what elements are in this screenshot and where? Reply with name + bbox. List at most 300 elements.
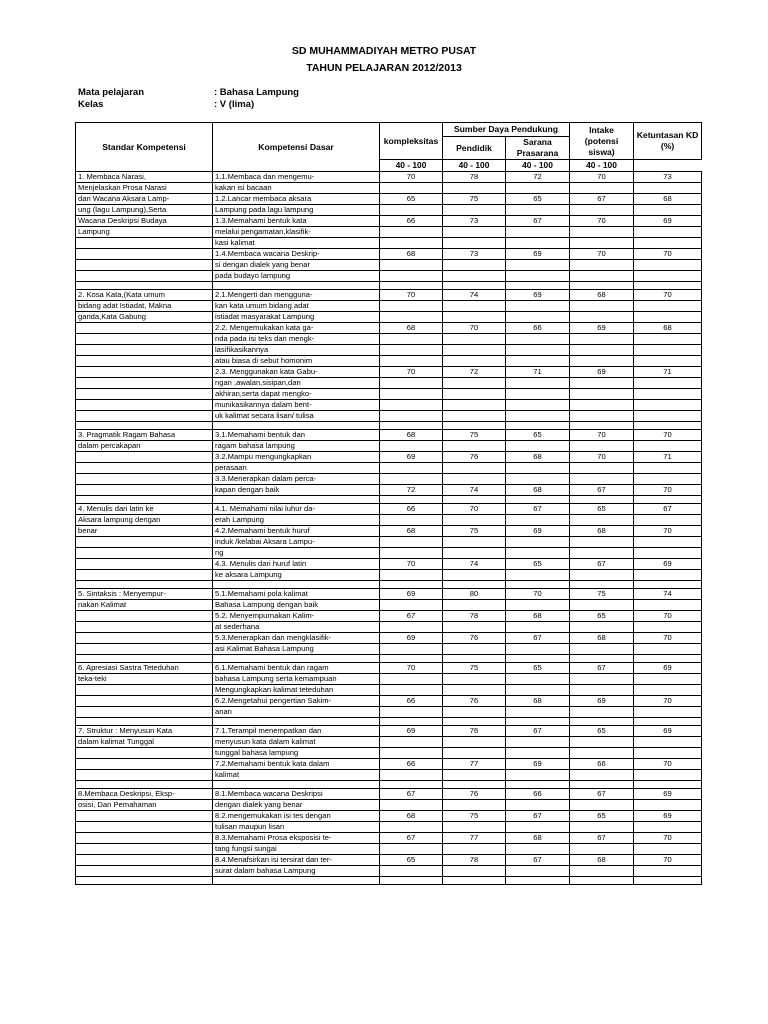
value-intake: 65: [570, 726, 634, 737]
kd-cell: 8.3.Memahami Prosa eksposisi te-: [213, 833, 380, 844]
table-row: [76, 685, 702, 696]
header-standar-kompetensi: Standar Kompetensi: [76, 123, 213, 172]
kd-cell: akhiran,serta dapat mengko-: [213, 389, 380, 400]
spacer-row: [76, 781, 702, 789]
value-pendidik: 73: [443, 216, 506, 227]
empty-cell: [506, 496, 570, 504]
value-ketuntasan: 70: [634, 696, 702, 707]
sk-cell: [76, 463, 213, 474]
value-sarana: [506, 183, 570, 194]
sk-cell: [76, 844, 213, 855]
value-intake: 68: [570, 290, 634, 301]
value-kompleksitas: 69: [380, 726, 443, 737]
value-intake: 69: [570, 323, 634, 334]
table-row: [76, 570, 702, 581]
empty-cell: [213, 422, 380, 430]
sk-cell: [76, 400, 213, 411]
kd-cell: perasaan: [213, 463, 380, 474]
value-pendidik: [443, 800, 506, 811]
value-ketuntasan: 69: [634, 811, 702, 822]
sk-cell: 2. Kosa Kata,(Kata umum: [76, 290, 213, 301]
sk-cell: [76, 238, 213, 249]
table-row: [76, 600, 702, 611]
subject-label: Mata pelajaran: [78, 87, 144, 98]
value-pendidik: [443, 844, 506, 855]
empty-cell: [76, 655, 213, 663]
value-kompleksitas: [380, 515, 443, 526]
value-kompleksitas: [380, 748, 443, 759]
value-intake: 65: [570, 811, 634, 822]
value-intake: [570, 800, 634, 811]
table-row: [76, 356, 702, 367]
value-ketuntasan: 70: [634, 833, 702, 844]
table-row: [76, 474, 702, 485]
value-intake: [570, 345, 634, 356]
value-ketuntasan: [634, 400, 702, 411]
kd-cell: 1.1.Membaca dan mengemu-: [213, 172, 380, 183]
value-pendidik: [443, 770, 506, 781]
kd-cell: melalui pengamatan,klasifik-: [213, 227, 380, 238]
kd-cell: ng: [213, 548, 380, 559]
value-kompleksitas: 70: [380, 559, 443, 570]
value-sarana: 68: [506, 833, 570, 844]
value-sarana: 67: [506, 216, 570, 227]
value-intake: 69: [570, 367, 634, 378]
value-sarana: [506, 260, 570, 271]
table-row: [76, 844, 702, 855]
value-pendidik: [443, 312, 506, 323]
value-kompleksitas: [380, 389, 443, 400]
value-sarana: 66: [506, 789, 570, 800]
value-kompleksitas: [380, 356, 443, 367]
table-row: [76, 526, 702, 537]
value-intake: 70: [570, 452, 634, 463]
table-row: [76, 216, 702, 227]
value-pendidik: [443, 866, 506, 877]
class-value: : V (lima): [214, 99, 255, 110]
value-sarana: [506, 301, 570, 312]
table-row: [76, 260, 702, 271]
table-row: [76, 663, 702, 674]
value-pendidik: [443, 260, 506, 271]
value-sarana: [506, 674, 570, 685]
value-sarana: [506, 822, 570, 833]
sk-cell: [76, 770, 213, 781]
value-intake: [570, 644, 634, 655]
empty-cell: [634, 282, 702, 290]
value-sarana: [506, 600, 570, 611]
value-kompleksitas: 70: [380, 290, 443, 301]
kd-cell: si dengan dialek yang benar: [213, 260, 380, 271]
value-kompleksitas: [380, 260, 443, 271]
empty-cell: [213, 781, 380, 789]
value-kompleksitas: 66: [380, 696, 443, 707]
class-label: Kelas: [78, 99, 104, 110]
kd-cell: tulisan maupun lisan: [213, 822, 380, 833]
value-intake: [570, 238, 634, 249]
value-intake: [570, 600, 634, 611]
empty-cell: [570, 581, 634, 589]
kd-cell: induk /kelabai Aksara Lampu-: [213, 537, 380, 548]
sk-cell: [76, 485, 213, 496]
empty-cell: [380, 655, 443, 663]
value-sarana: [506, 515, 570, 526]
table-row: [76, 800, 702, 811]
value-pendidik: [443, 205, 506, 216]
value-ketuntasan: [634, 644, 702, 655]
table-row: [76, 548, 702, 559]
sk-cell: [76, 389, 213, 400]
value-pendidik: [443, 345, 506, 356]
value-ketuntasan: 71: [634, 452, 702, 463]
table-row: [76, 345, 702, 356]
value-kompleksitas: [380, 570, 443, 581]
value-intake: [570, 674, 634, 685]
kd-cell: uk kalimat secara lisan/ tulisa: [213, 411, 380, 422]
sk-cell: [76, 611, 213, 622]
school-name: SD MUHAMMADIYAH METRO PUSAT: [291, 45, 477, 57]
value-intake: [570, 622, 634, 633]
value-pendidik: 72: [443, 367, 506, 378]
sk-cell: [76, 696, 213, 707]
value-pendidik: [443, 400, 506, 411]
sk-cell: Aksara lampung dengan: [76, 515, 213, 526]
value-sarana: 70: [506, 589, 570, 600]
value-ketuntasan: [634, 389, 702, 400]
table-row: [76, 205, 702, 216]
table-row: [76, 249, 702, 260]
value-sarana: [506, 474, 570, 485]
value-intake: [570, 474, 634, 485]
value-pendidik: [443, 356, 506, 367]
kd-cell: kakan isi bacaan: [213, 183, 380, 194]
value-sarana: 69: [506, 290, 570, 301]
value-sarana: [506, 205, 570, 216]
kd-cell: 7.2.Memahami bentuk kata dalam: [213, 759, 380, 770]
value-sarana: 65: [506, 559, 570, 570]
sk-cell: [76, 334, 213, 345]
sk-cell: [76, 644, 213, 655]
range-intake: 40 - 100: [570, 160, 634, 172]
kd-cell: kalimat: [213, 770, 380, 781]
sk-cell: [76, 249, 213, 260]
spacer-row: [76, 718, 702, 726]
kd-cell: 5.2. Menyempurnakan Kalim-: [213, 611, 380, 622]
sk-cell: [76, 548, 213, 559]
value-intake: [570, 400, 634, 411]
table-row: [76, 367, 702, 378]
value-sarana: [506, 238, 570, 249]
spacer-row: [76, 877, 702, 885]
value-kompleksitas: [380, 312, 443, 323]
value-pendidik: 78: [443, 611, 506, 622]
value-pendidik: 76: [443, 452, 506, 463]
value-sarana: [506, 345, 570, 356]
empty-cell: [380, 718, 443, 726]
range-kompleksitas: 40 - 100: [380, 160, 443, 172]
empty-cell: [570, 655, 634, 663]
empty-cell: [380, 581, 443, 589]
value-intake: 66: [570, 759, 634, 770]
value-ketuntasan: [634, 378, 702, 389]
value-intake: [570, 685, 634, 696]
value-pendidik: 75: [443, 194, 506, 205]
value-ketuntasan: [634, 622, 702, 633]
value-pendidik: [443, 441, 506, 452]
value-sarana: [506, 411, 570, 422]
table-row: [76, 452, 702, 463]
value-pendidik: [443, 271, 506, 282]
sk-cell: bidang adat Istiadat, Makna: [76, 301, 213, 312]
value-pendidik: 77: [443, 759, 506, 770]
value-ketuntasan: 69: [634, 726, 702, 737]
value-pendidik: 78: [443, 855, 506, 866]
sk-cell: [76, 759, 213, 770]
empty-cell: [76, 282, 213, 290]
value-ketuntasan: 70: [634, 611, 702, 622]
value-pendidik: [443, 822, 506, 833]
kd-cell: tang fungsi sungai: [213, 844, 380, 855]
value-kompleksitas: [380, 770, 443, 781]
sk-cell: 1. Membaca Narasi,: [76, 172, 213, 183]
table-row: [76, 855, 702, 866]
value-pendidik: [443, 227, 506, 238]
kd-cell: 1.4.Membaca wacana Deskrip-: [213, 249, 380, 260]
empty-cell: [76, 718, 213, 726]
value-kompleksitas: [380, 674, 443, 685]
sk-cell: [76, 855, 213, 866]
value-sarana: [506, 537, 570, 548]
value-ketuntasan: 70: [634, 430, 702, 441]
value-kompleksitas: 70: [380, 367, 443, 378]
value-kompleksitas: 68: [380, 526, 443, 537]
value-ketuntasan: [634, 737, 702, 748]
value-kompleksitas: [380, 378, 443, 389]
empty-cell: [506, 718, 570, 726]
value-intake: [570, 411, 634, 422]
value-pendidik: 70: [443, 504, 506, 515]
value-intake: 70: [570, 172, 634, 183]
value-ketuntasan: [634, 674, 702, 685]
value-kompleksitas: [380, 301, 443, 312]
empty-cell: [76, 877, 213, 885]
sk-cell: ganda,Kata Gabung: [76, 312, 213, 323]
value-ketuntasan: [634, 537, 702, 548]
empty-cell: [506, 655, 570, 663]
sk-cell: 8.Membaca Deskripsi, Eksp-: [76, 789, 213, 800]
empty-cell: [76, 581, 213, 589]
sk-cell: 4. Menulis dari latin ke: [76, 504, 213, 515]
value-intake: [570, 271, 634, 282]
value-kompleksitas: 67: [380, 611, 443, 622]
value-kompleksitas: 65: [380, 194, 443, 205]
value-pendidik: 75: [443, 526, 506, 537]
value-sarana: [506, 312, 570, 323]
value-sarana: [506, 770, 570, 781]
value-ketuntasan: 68: [634, 194, 702, 205]
kd-cell: 3.1.Memahami bentuk dan: [213, 430, 380, 441]
sk-cell: [76, 537, 213, 548]
kd-cell: Lampung pada lagu lampung: [213, 205, 380, 216]
table-body: [76, 172, 702, 885]
value-intake: [570, 748, 634, 759]
value-pendidik: 78: [443, 172, 506, 183]
value-sarana: 67: [506, 811, 570, 822]
value-sarana: [506, 570, 570, 581]
kd-cell: kan kata umum bidang adat: [213, 301, 380, 312]
empty-cell: [506, 877, 570, 885]
value-kompleksitas: [380, 537, 443, 548]
table-row: [76, 183, 702, 194]
table-row: [76, 822, 702, 833]
kd-cell: 7.1.Terampil menempatkan dan: [213, 726, 380, 737]
sk-cell: [76, 356, 213, 367]
table-row: [76, 644, 702, 655]
value-kompleksitas: 70: [380, 172, 443, 183]
value-kompleksitas: [380, 411, 443, 422]
value-sarana: [506, 271, 570, 282]
empty-cell: [213, 718, 380, 726]
kd-cell: anan: [213, 707, 380, 718]
value-ketuntasan: [634, 548, 702, 559]
value-kompleksitas: [380, 441, 443, 452]
value-sarana: 67: [506, 504, 570, 515]
sk-cell: [76, 833, 213, 844]
value-intake: [570, 515, 634, 526]
value-pendidik: [443, 389, 506, 400]
kd-cell: 2.1.Mengerti dan mengguna-: [213, 290, 380, 301]
range-pendidik: 40 - 100: [443, 160, 506, 172]
value-pendidik: [443, 474, 506, 485]
value-sarana: [506, 622, 570, 633]
value-sarana: [506, 866, 570, 877]
sk-cell: [76, 378, 213, 389]
value-kompleksitas: [380, 685, 443, 696]
empty-cell: [443, 877, 506, 885]
value-intake: [570, 463, 634, 474]
kd-cell: erah Lampung: [213, 515, 380, 526]
sk-cell: [76, 452, 213, 463]
value-pendidik: 74: [443, 559, 506, 570]
value-kompleksitas: 66: [380, 759, 443, 770]
value-pendidik: [443, 537, 506, 548]
value-ketuntasan: [634, 260, 702, 271]
sk-cell: ung (lagu Lampung),Serta: [76, 205, 213, 216]
value-intake: [570, 227, 634, 238]
value-sarana: 69: [506, 249, 570, 260]
empty-cell: [380, 877, 443, 885]
subject-value: : Bahasa Lampung: [214, 87, 299, 98]
value-ketuntasan: 70: [634, 526, 702, 537]
value-intake: 75: [570, 589, 634, 600]
table-row: [76, 696, 702, 707]
value-ketuntasan: [634, 227, 702, 238]
empty-cell: [570, 282, 634, 290]
table-row: [76, 537, 702, 548]
table-row: [76, 400, 702, 411]
kd-cell: 1.2.Lancar membaca aksara: [213, 194, 380, 205]
value-pendidik: 80: [443, 589, 506, 600]
kd-cell: 6.1.Memahami bentuk dan ragam: [213, 663, 380, 674]
range-sarana: 40 - 100: [506, 160, 570, 172]
value-sarana: 69: [506, 759, 570, 770]
sk-cell: Wacana Deskripsi Budaya: [76, 216, 213, 227]
value-pendidik: [443, 183, 506, 194]
value-pendidik: 75: [443, 430, 506, 441]
kd-cell: menyusun kata dalam kalimat: [213, 737, 380, 748]
empty-cell: [634, 781, 702, 789]
value-intake: [570, 301, 634, 312]
sk-cell: [76, 559, 213, 570]
value-kompleksitas: 67: [380, 833, 443, 844]
table-row: [76, 301, 702, 312]
value-kompleksitas: [380, 800, 443, 811]
value-sarana: [506, 548, 570, 559]
value-intake: [570, 378, 634, 389]
table-row: [76, 866, 702, 877]
value-kompleksitas: [380, 400, 443, 411]
kd-cell: 8.2.mengemukakan isi tes dengan: [213, 811, 380, 822]
value-pendidik: [443, 301, 506, 312]
sk-cell: 6. Apresiasi Sastra Teteduhan: [76, 663, 213, 674]
value-sarana: 67: [506, 855, 570, 866]
value-sarana: [506, 378, 570, 389]
value-kompleksitas: [380, 600, 443, 611]
value-kompleksitas: 66: [380, 504, 443, 515]
table-row: [76, 463, 702, 474]
value-kompleksitas: 69: [380, 452, 443, 463]
value-pendidik: [443, 685, 506, 696]
table-row: [76, 633, 702, 644]
empty-cell: [443, 655, 506, 663]
value-intake: 67: [570, 789, 634, 800]
table-row: [76, 726, 702, 737]
sk-cell: [76, 707, 213, 718]
value-sarana: [506, 748, 570, 759]
value-sarana: [506, 685, 570, 696]
kd-cell: 4.1. Memahami nilai luhur da-: [213, 504, 380, 515]
empty-cell: [506, 282, 570, 290]
value-kompleksitas: [380, 737, 443, 748]
value-intake: [570, 205, 634, 216]
value-intake: 67: [570, 559, 634, 570]
value-intake: 65: [570, 611, 634, 622]
kd-cell: ngan ,awalan,sisipan,dan: [213, 378, 380, 389]
value-intake: [570, 260, 634, 271]
value-pendidik: [443, 334, 506, 345]
value-ketuntasan: [634, 474, 702, 485]
sk-cell: benar: [76, 526, 213, 537]
value-pendidik: 70: [443, 323, 506, 334]
value-sarana: [506, 463, 570, 474]
table-row: [76, 411, 702, 422]
spacer-row: [76, 282, 702, 290]
value-pendidik: [443, 748, 506, 759]
value-pendidik: 76: [443, 726, 506, 737]
value-pendidik: 74: [443, 485, 506, 496]
empty-cell: [506, 581, 570, 589]
value-ketuntasan: 70: [634, 485, 702, 496]
value-ketuntasan: [634, 411, 702, 422]
value-sarana: 72: [506, 172, 570, 183]
value-ketuntasan: [634, 183, 702, 194]
value-intake: [570, 570, 634, 581]
value-ketuntasan: [634, 685, 702, 696]
kd-cell: tunggal bahasa lampung: [213, 748, 380, 759]
value-pendidik: 74: [443, 290, 506, 301]
table-row: [76, 559, 702, 570]
value-pendidik: [443, 570, 506, 581]
